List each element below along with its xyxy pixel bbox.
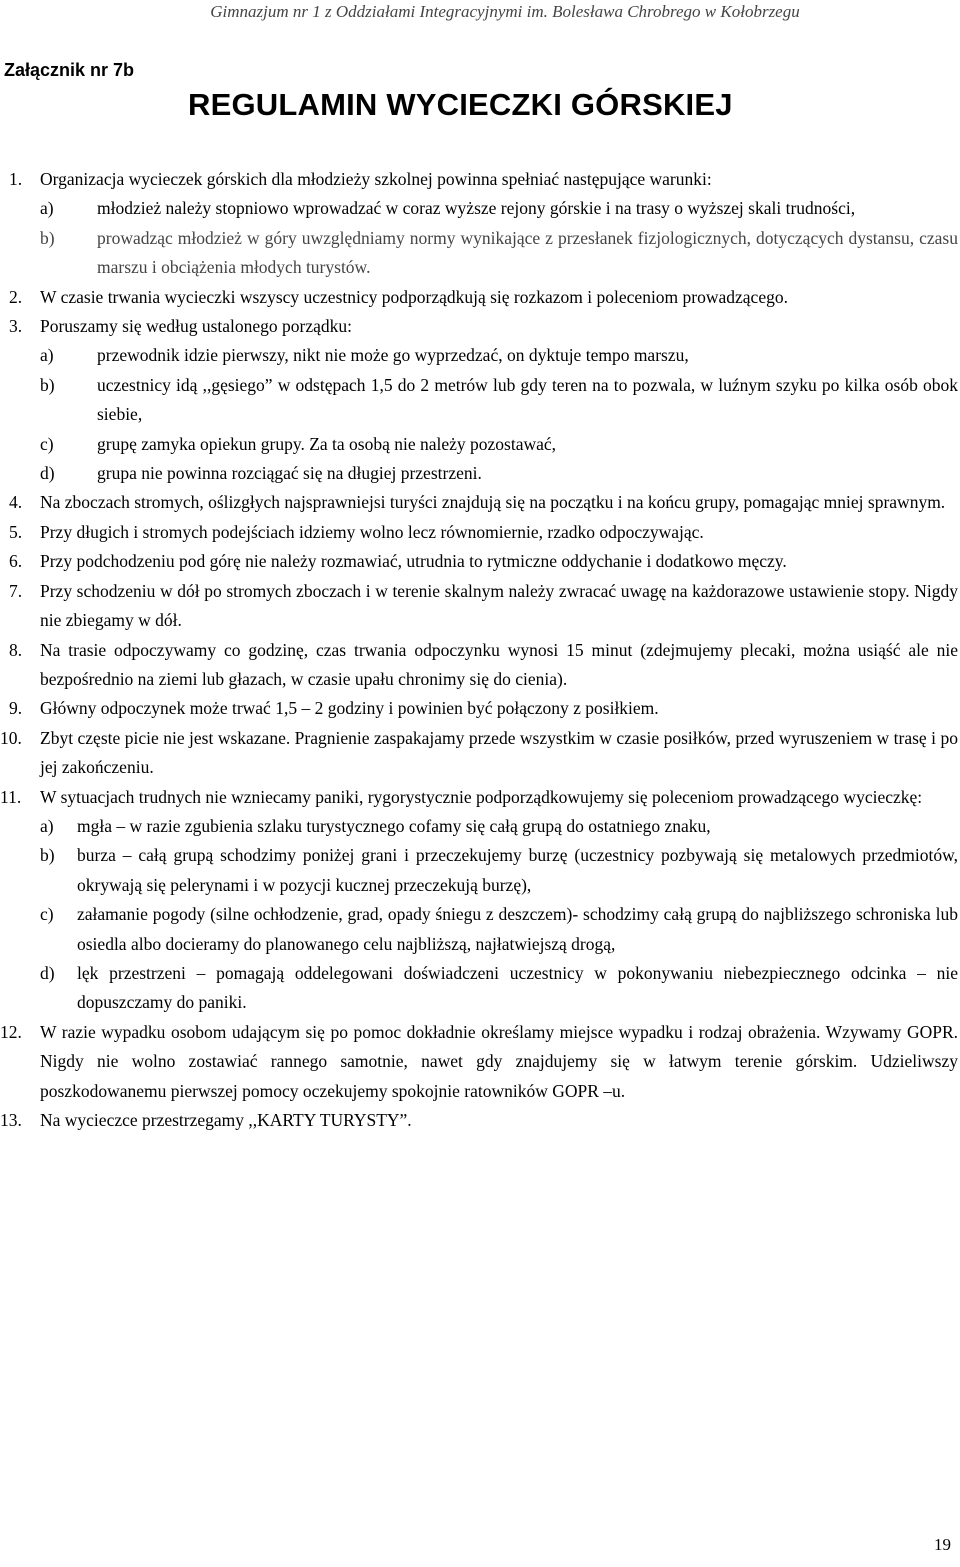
sub-text: przewodnik idzie pierwszy, nikt nie może go wyprzedzać, on dyktuje tempo marszu, <box>97 345 689 366</box>
rule-11 <box>0 783 960 812</box>
rule-number: 6. <box>9 551 23 572</box>
rule-text: Przy podchodzeniu pod górę nie należy rozmawiać, utrudnia to rytmiczne oddychanie i dodatkowo męczy. <box>40 551 787 572</box>
rule-text: Na wycieczce przestrzegamy ,,KARTY TURYSTY”. <box>40 1110 412 1130</box>
rule-number: 2. <box>9 286 23 307</box>
rule-text: W sytuacjach trudnych nie wzniecamy paniki, rygorystycznie podporządkowujemy się poleceniom prowadzącego wycieczkę: <box>40 786 923 807</box>
sub-text: grupę zamyka opiekun grupy. Za ta osobą nie należy pozostawać, <box>97 433 557 454</box>
rule-9 <box>0 694 960 723</box>
rule-10 <box>0 724 960 783</box>
rule-number: 1. <box>9 169 23 189</box>
rule-text: Główny odpoczynek może trwać 1,5 – 2 godziny i powinien być połączony z posiłkiem. <box>40 698 659 719</box>
page-header: Gimnazjum nr 1 z Oddziałami Integracyjnymi im. Bolesława Chrobrego w Kołobrzegu <box>210 2 800 21</box>
rule-number: 3. <box>9 316 23 337</box>
sub-label: b) <box>40 845 55 866</box>
sub-label: a) <box>40 815 54 836</box>
sub-text: lęk przestrzeni – pomagają oddelegowani doświadczeni uczestnicy w pokonywaniu niebezpiecznego odcinka – nie dopuszczamy do paniki. <box>77 962 958 1013</box>
rule-number: 12. <box>0 1021 22 1042</box>
rule-number: 5. <box>9 521 23 542</box>
sub-text: grupa nie powinna rozciągać się na długiej przestrzeni. <box>97 463 482 484</box>
sub-text: młodzież należy stopniowo wprowadzać w coraz wyższe rejony górskie i na trasy o wyższej skali trudności, <box>97 198 856 219</box>
rule-text: Przy schodzeniu w dół po stromych zboczach i w terenie skalnym należy zwracać uwagę na każdorazowe ustawienie stopy. Nigdy nie zbiegamy w dół. <box>40 580 958 631</box>
rule-1-b <box>40 224 960 283</box>
rule-text: Na zboczach stromych, oślizgłych najsprawniejsi turyści znajdują się na początku i na końcu grupy, pomagając mniej sprawnym. <box>40 492 946 513</box>
rule-11-d <box>40 959 960 1018</box>
rule-3-a <box>40 341 960 370</box>
rule-3-c <box>40 430 960 459</box>
rule-11-a <box>40 812 960 841</box>
sub-label: d) <box>40 962 55 983</box>
rule-text: Poruszamy się według ustalonego porządku: <box>40 316 353 337</box>
sub-text: mgła – w razie zgubienia szlaku turystycznego cofamy się całą grupą do ostatniego znaku, <box>77 815 711 836</box>
rule-13 <box>0 1106 960 1135</box>
sub-label: c) <box>40 433 54 454</box>
rule-3-d <box>40 459 960 488</box>
sub-text: uczestnicy idą ,,gęsiego” w odstępach 1,5 do 2 metrów lub gdy teren na to pozwala, w luźnym szyku po kilka osób obok siebie, <box>97 374 958 425</box>
sub-text: prowadząc młodzież w góry uwzględniamy normy wynikające z przesłanek fizjologicznych, dotyczących dystansu, czasu marszu i obciążenia młodych turystów. <box>97 227 958 278</box>
rule-number: 11. <box>0 786 22 807</box>
rule-6 <box>0 547 960 576</box>
sub-label: b) <box>40 374 55 395</box>
rule-text: Przy długich i stromych podejściach idziemy wolno lecz równomiernie, rzadko odpoczywając. <box>40 521 704 542</box>
rule-4 <box>0 488 960 517</box>
rule-text: Organizacja wycieczek górskich dla młodzieży szkolnej powinna spełniać następujące warunki: <box>40 169 712 189</box>
regulations-list <box>0 165 960 1135</box>
rule-number: 10. <box>0 727 22 748</box>
rule-3-b <box>40 371 960 430</box>
rule-11-b <box>40 841 960 900</box>
rule-number: 13. <box>0 1110 22 1130</box>
rule-number: 8. <box>9 639 23 660</box>
rule-1 <box>0 165 960 194</box>
rule-3 <box>0 312 960 341</box>
sub-label: d) <box>40 463 55 484</box>
rule-text: W razie wypadku osobom udającym się po pomoc dokładnie określamy miejsce wypadku i rodzaj obrażenia. Wzywamy GOPR. Nigdy nie wolno zostawiać rannego samotnie, nawet gdy znajdujemy się w łatwym terenie górskim. Udzieliwszy poszkodowanemu pierwszej pomocy oczekujemy spokojnie ratowników GOPR –u. <box>40 1021 958 1101</box>
page-number: 19 <box>934 1535 951 1554</box>
rule-5 <box>0 518 960 547</box>
document-title: REGULAMIN WYCIECZKI GÓRSKIEJ <box>188 87 733 122</box>
annex-label: Załącznik nr 7b <box>4 60 135 80</box>
sub-label: c) <box>40 904 54 925</box>
rule-text: W czasie trwania wycieczki wszyscy uczestnicy podporządkują się rozkazom i poleceniom prowadzącego. <box>40 286 788 307</box>
rule-text: Na trasie odpoczywamy co godzinę, czas trwania odpoczynku wynosi 15 minut (zdejmujemy plecaki, można usiąść ale nie bezpośrednio na ziemi lub głazach, w czasie upału chronimy się do cienia). <box>40 639 958 689</box>
rule-8 <box>0 636 960 695</box>
rule-number: 9. <box>9 698 23 719</box>
sub-label: a) <box>40 198 54 219</box>
rule-number: 4. <box>9 492 23 513</box>
rule-1-a <box>40 194 960 223</box>
rule-7 <box>0 577 960 636</box>
sub-label: b) <box>40 227 55 248</box>
sub-text: załamanie pogody (silne ochłodzenie, grad, opady śniegu z deszczem)- schodzimy całą grupą do najbliższego schroniska lub osiedla albo docieramy do planowanego celu najbliższą, najłatwiejszą drogą, <box>77 904 958 954</box>
rule-12 <box>0 1018 960 1106</box>
rule-11-c <box>40 900 960 959</box>
rule-2 <box>0 283 960 312</box>
sub-text: burza – całą grupą schodzimy poniżej grani i przeczekujemy burzę (uczestnicy pozbywają się metalowych przedmiotów, okrywają się pelerynami i w pozycji kucznej przeczekują burzę), <box>77 845 958 895</box>
rule-text: Zbyt częste picie nie jest wskazane. Pragnienie zaspakajamy przede wszystkim w czasie posiłków, przed wyruszeniem w trasę i po jej zakończeniu. <box>40 727 958 778</box>
rule-number: 7. <box>9 580 23 601</box>
sub-label: a) <box>40 345 54 366</box>
